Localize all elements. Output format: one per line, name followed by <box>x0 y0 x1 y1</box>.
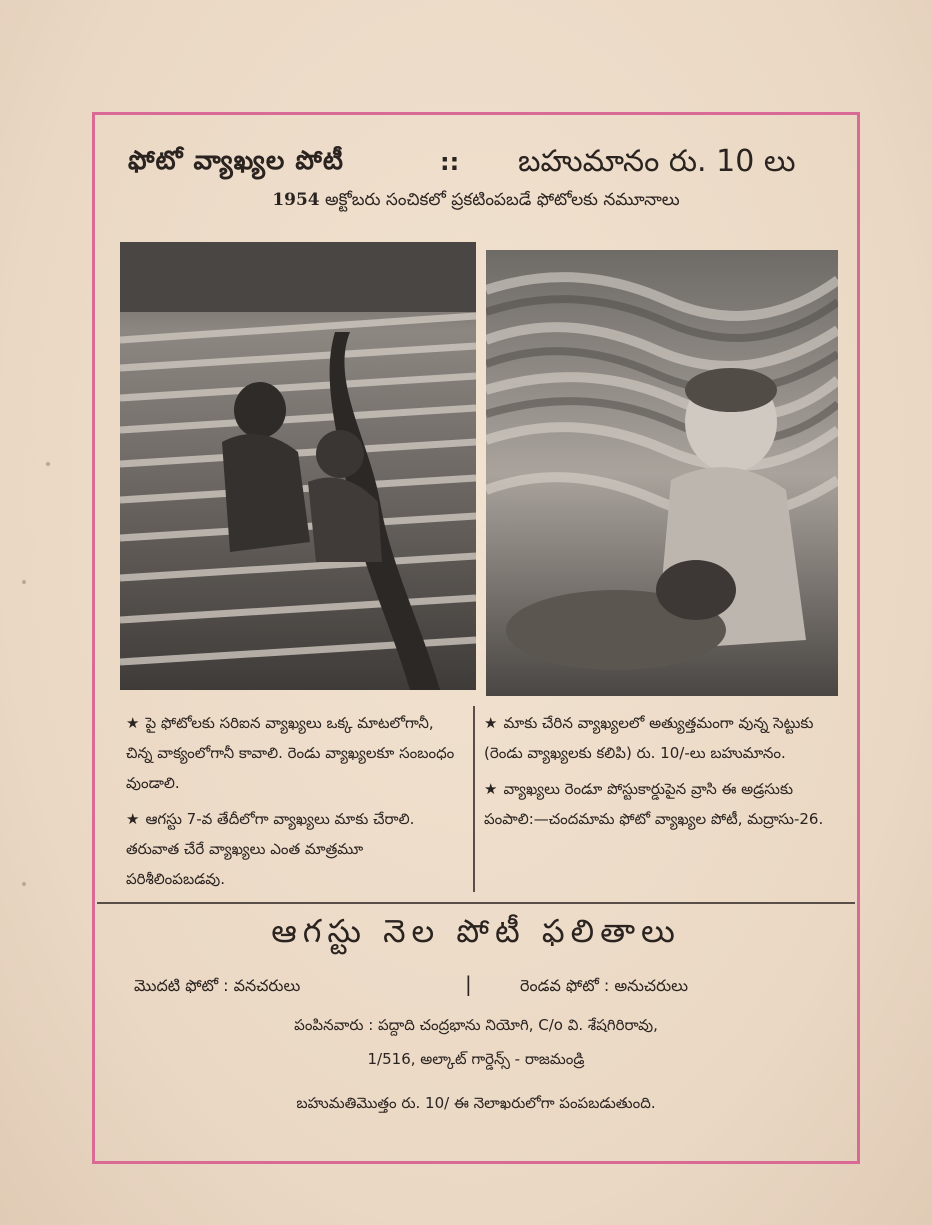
rules-left-column <box>126 708 464 900</box>
subtitle-text: అక్టోబరు సంచికలో ప్రకటింపబడే ఫోటోలకు నమూనాలు <box>319 190 680 210</box>
star-icon: ★ <box>484 714 498 732</box>
photo-children-shadows <box>120 242 476 690</box>
results-title: ఆగస్టు నెల పోటీ ఫలితాలు <box>271 912 681 950</box>
rule-text: వ్యాఖ్యలు రెండూ పోస్టుకార్డుపైన వ్రాసి ఈ అడ్రసుకు పంపాలి:—చందమామ ఫోటో వ్యాఖ్యల పోటీ, మద్రాసు-26. <box>484 780 824 828</box>
title-separator: :: <box>440 148 460 176</box>
rule-text: ఆగస్టు 7-వ తేదీలోగా వ్యాఖ్యలు మాకు చేరాలి. తరువాత చేరే వ్యాఖ్యలు ఎంత మాత్రమూ పరిశీలింపబడవు. <box>126 810 415 888</box>
column-divider <box>473 706 475 892</box>
photo-baby-sand <box>486 250 838 696</box>
sender-name: పంపినవారు : పద్దాది చంద్రభాను నియోగి, C/o వి. శేషగిరిరావు, <box>294 1016 658 1034</box>
rule-text: పై ఫోటోలకు సరిఐన వ్యాఖ్యలు ఒక్క మాటలోగానీ, చిన్న వాక్యంలోగానీ కావాలి. రెండు వ్యాఖ్యలకూ సంబంధం వుండాలి. <box>126 714 455 792</box>
star-icon: ★ <box>484 780 498 798</box>
rule-item <box>484 774 836 834</box>
contest-title: ఫోటో వ్యాఖ్యల పోటీ <box>128 146 344 176</box>
header <box>128 140 828 188</box>
paper-speck <box>46 462 50 466</box>
star-icon: ★ <box>126 810 140 828</box>
paper-speck <box>22 882 26 886</box>
sender-address: 1/516, అల్కాట్ గార్డెన్స్ - రాజమండ్రి <box>367 1050 585 1068</box>
results-separator: | <box>465 972 472 996</box>
paper-speck <box>22 580 26 584</box>
subtitle-year: 1954 <box>272 190 320 210</box>
subtitle <box>110 190 842 214</box>
prize-note: బహుమతిమొత్తం రు. 10/ ఈ నెలాఖరులోగా పంపబడుతుంది. <box>296 1094 656 1112</box>
rules-right-column <box>484 708 836 840</box>
first-photo-result: మొదటి ఫోటో : వనచరులు <box>134 976 301 995</box>
rule-item <box>126 708 464 798</box>
rule-item <box>126 804 464 894</box>
section-divider <box>97 902 855 904</box>
star-icon: ★ <box>126 714 140 732</box>
second-photo-result: రెండవ ఫోటో : అనుచరులు <box>520 976 688 995</box>
prize-heading: బహుమానం రు. 10 లు <box>518 144 796 179</box>
rule-text: మాకు చేరిన వ్యాఖ్యలలో అత్యుత్తమంగా వున్న సెట్టుకు (రెండు వ్యాఖ్యలకు కలిపి) రు. 10/-లు బహుమానం. <box>484 714 814 762</box>
rule-item <box>484 708 836 768</box>
